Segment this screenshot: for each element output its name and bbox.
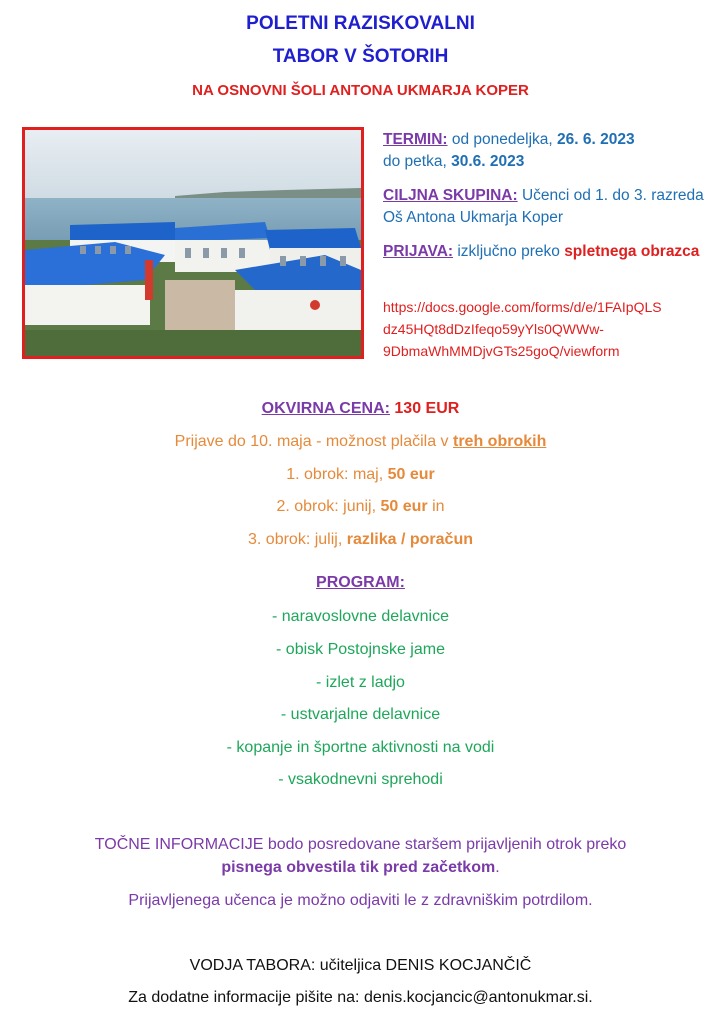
notes-period: . bbox=[495, 859, 500, 876]
program-item: - kopanje in športne aktivnosti na vodi bbox=[226, 739, 495, 756]
prijava-text: izključno preko bbox=[453, 243, 565, 260]
prijava-form-text: spletnega obrazca bbox=[564, 243, 700, 260]
prijava-block bbox=[383, 241, 705, 263]
program-heading bbox=[0, 574, 721, 592]
subtitle: NA OSNOVNI ŠOLI ANTONA UKMARJA KOPER bbox=[192, 82, 529, 99]
school-photo-illustration bbox=[25, 130, 361, 356]
program-item: - izlet z ladjo bbox=[316, 674, 405, 691]
termin-date-start: 26. 6. 2023 bbox=[557, 131, 635, 148]
price-value: 130 EUR bbox=[389, 400, 460, 417]
prijava-label: PRIJAVA: bbox=[383, 243, 454, 260]
deadline-text: Prijave do 10. maja - možnost plačila v bbox=[174, 433, 453, 450]
title-line-2: TABOR V ŠOTORIH bbox=[272, 46, 449, 67]
deadline-line bbox=[0, 433, 721, 451]
notes-line-1: TOČNE INFORMACIJE bodo posredovane staršem prijavljenih otrok preko bbox=[94, 836, 627, 853]
notes-line-2 bbox=[0, 859, 721, 877]
rate-3-text: 3. obrok: julij, bbox=[248, 531, 347, 548]
price-line bbox=[0, 400, 721, 418]
ciljna-label: CILJNA SKUPINA: bbox=[383, 187, 518, 204]
camp-leader: VODJA TABORA: učiteljica DENIS KOCJANČIČ bbox=[189, 957, 532, 974]
rate-2-amount: 50 eur bbox=[380, 498, 428, 515]
rate-2 bbox=[0, 498, 721, 516]
rate-1-amount: 50 eur bbox=[387, 466, 435, 483]
contact-line: Za dodatne informacije pišite na: denis.kocjancic@antonukmar.si. bbox=[128, 989, 593, 1006]
program-item: - ustvarjalne delavnice bbox=[280, 706, 441, 723]
rate-1 bbox=[0, 466, 721, 484]
termin-text-2: do petka, bbox=[383, 153, 452, 170]
termin-label: TERMIN: bbox=[383, 131, 448, 148]
form-url-line-3[interactable]: 9DbmaWhMMDjvGTs25goQ/viewform bbox=[383, 343, 620, 359]
ciljna-block bbox=[383, 185, 705, 229]
rate-1-text: 1. obrok: maj, bbox=[286, 466, 388, 483]
price-label: OKVIRNA CENA: bbox=[261, 400, 390, 417]
notes-line-3: Prijavljenega učenca je možno odjaviti le z zdravniškim potrdilom. bbox=[128, 892, 593, 909]
rate-3 bbox=[0, 531, 721, 549]
ciljna-text: Učenci od 1. do 3. razreda Oš Antona Ukmarja Koper bbox=[383, 187, 704, 226]
rate-2-text: 2. obrok: junij, bbox=[276, 498, 381, 515]
school-photo bbox=[22, 127, 364, 359]
form-url-line-2[interactable]: dz45HQt8dDzIfeqo59yYls0QWWw- bbox=[383, 321, 604, 337]
title-line-1: POLETNI RAZISKOVALNI bbox=[246, 13, 475, 34]
program-item: - obisk Postojnske jame bbox=[276, 641, 445, 658]
termin-block bbox=[383, 129, 705, 173]
program-item: - vsakodnevni sprehodi bbox=[278, 771, 443, 788]
form-url[interactable] bbox=[383, 296, 713, 362]
notes-bold: pisnega obvestila tik pred začetkom bbox=[221, 859, 496, 876]
deadline-installments: treh obrokih bbox=[453, 433, 547, 450]
termin-date-end: 30.6. 2023 bbox=[451, 153, 525, 170]
rate-3-amount: razlika / poračun bbox=[346, 531, 473, 548]
rate-2-tail: in bbox=[427, 498, 445, 515]
form-url-line-1[interactable]: https://docs.google.com/forms/d/e/1FAIpQLS bbox=[383, 299, 662, 315]
termin-text-1: od ponedeljka, bbox=[447, 131, 558, 148]
program-item: - naravoslovne delavnice bbox=[272, 608, 449, 625]
program-label: PROGRAM: bbox=[316, 574, 405, 591]
